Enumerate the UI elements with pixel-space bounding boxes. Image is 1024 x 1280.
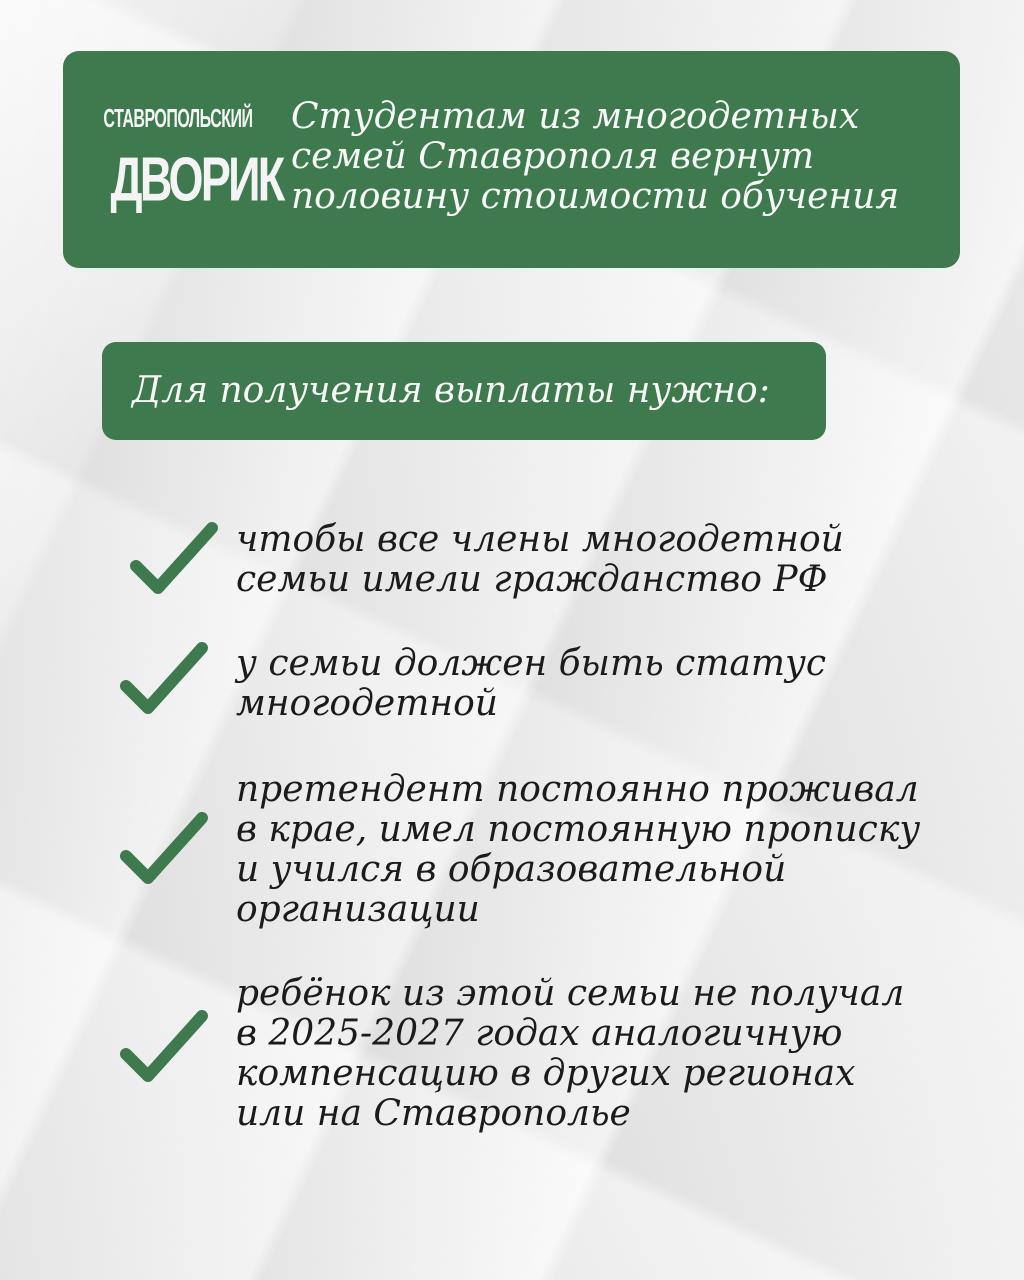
page-title [291, 97, 931, 217]
title-line-3: половину стоимости обучения [291, 176, 900, 217]
requirement-1-line-1: чтобы все члены многодетной [236, 519, 844, 560]
requirement-2-line-2: многодетной [236, 683, 498, 724]
requirement-3-line-3: и учился в образовательной [236, 849, 787, 890]
requirement-4-line-2: в 2025-2027 годах аналогичную [236, 1013, 843, 1054]
title-line-2: семей Ставрополя вернут [291, 136, 815, 177]
check-icon [128, 522, 220, 602]
requirements-heading: Для получения выплаты нужно: [132, 370, 770, 411]
requirement-4-line-4: или на Ставрополье [236, 1093, 631, 1134]
check-icon [118, 1010, 210, 1090]
requirement-4-line-3: компенсацию в других регионах [236, 1053, 856, 1094]
title-line-1: Студентам из многодетных [291, 96, 860, 137]
requirement-3-line-2: в крае, имел постоянную прописку [236, 809, 921, 850]
requirements-heading-banner [102, 342, 826, 440]
logo-line-2: ДВОРИК [110, 144, 283, 215]
requirement-1-line-2: семьи имели гражданство РФ [236, 559, 828, 600]
requirement-text-4 [236, 974, 904, 1134]
header-banner [63, 51, 960, 268]
logo [103, 103, 283, 215]
requirement-text-1 [236, 520, 844, 600]
requirement-4-line-1: ребёнок из этой семьи не получал [236, 973, 905, 1014]
requirement-3-line-1: претендент постоянно проживал [236, 769, 919, 810]
check-icon [118, 812, 210, 892]
requirement-text-2 [236, 644, 826, 724]
requirement-2-line-1: у семьи должен быть статус [236, 643, 827, 684]
check-icon [118, 642, 210, 722]
logo-line-1: СТАВРОПОЛЬСКИЙ [103, 106, 253, 134]
requirement-3-line-4: организации [236, 889, 480, 930]
requirement-text-3 [236, 770, 920, 930]
